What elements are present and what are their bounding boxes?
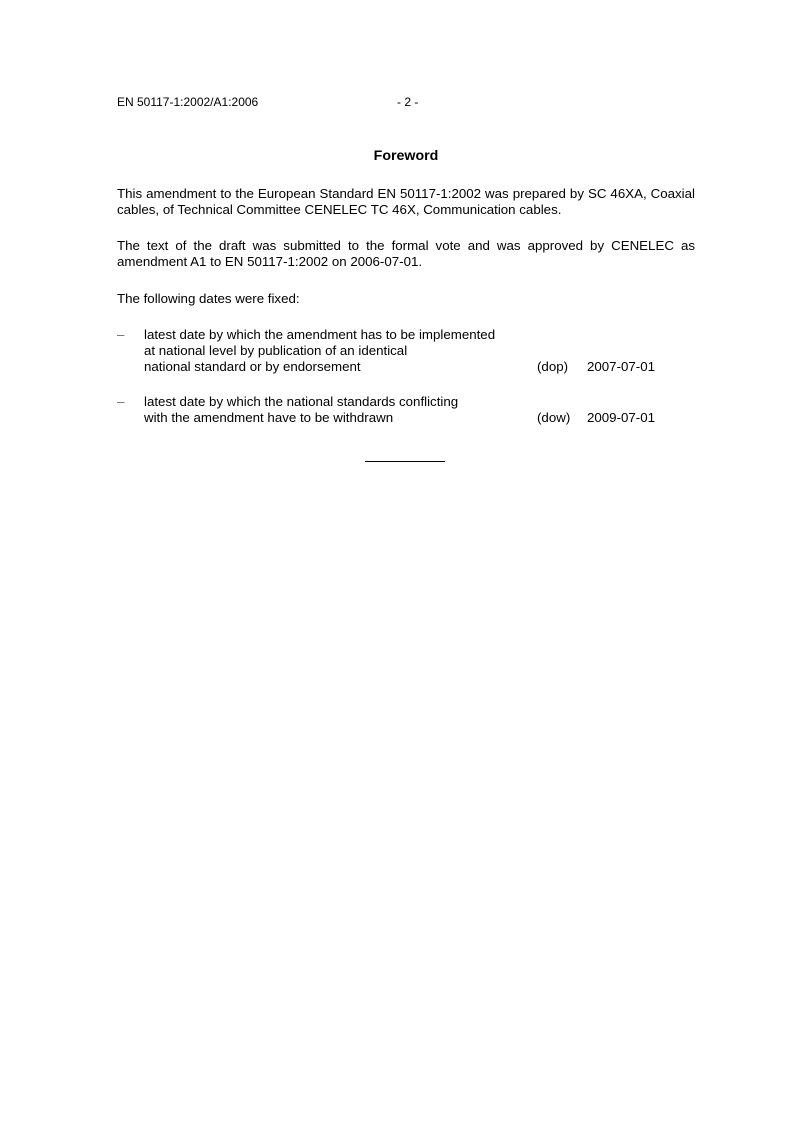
document-reference: EN 50117-1:2002/A1:2006 xyxy=(117,95,259,109)
paragraph-dates-intro: The following dates were fixed: xyxy=(117,291,300,306)
end-rule xyxy=(365,461,445,462)
list-item-line: at national level by publication of an identical xyxy=(144,343,408,358)
date-code: (dop) xyxy=(537,359,569,374)
list-item-line: latest date by which the amendment has to be implemented xyxy=(144,327,496,342)
dash-bullet: – xyxy=(117,394,125,409)
date-value: 2009-07-01 xyxy=(587,410,656,425)
list-item-line: latest date by which the national standards conflicting xyxy=(144,394,459,409)
page-number: - 2 - xyxy=(397,95,419,109)
page-title: Foreword xyxy=(373,148,439,164)
paragraph-approval: The text of the draft was submitted to the formal vote and was approved by CENELEC as amendment A1 to EN 50117-1:2002 on 2006-07-01. xyxy=(117,238,695,269)
date-code: (dow) xyxy=(537,410,571,425)
dash-bullet: – xyxy=(117,327,125,342)
list-item-line: with the amendment have to be withdrawn xyxy=(144,410,394,425)
date-value: 2007-07-01 xyxy=(587,359,656,374)
list-item-line: national standard or by endorsement xyxy=(144,359,361,374)
list-item-text xyxy=(144,327,544,375)
paragraph-preparation: This amendment to the European Standard EN 50117-1:2002 was prepared by SC 46XA, Coaxial cables, of Technical Committee CENELEC TC 46X, Communication cables. xyxy=(117,186,695,217)
list-item-text xyxy=(144,394,544,426)
